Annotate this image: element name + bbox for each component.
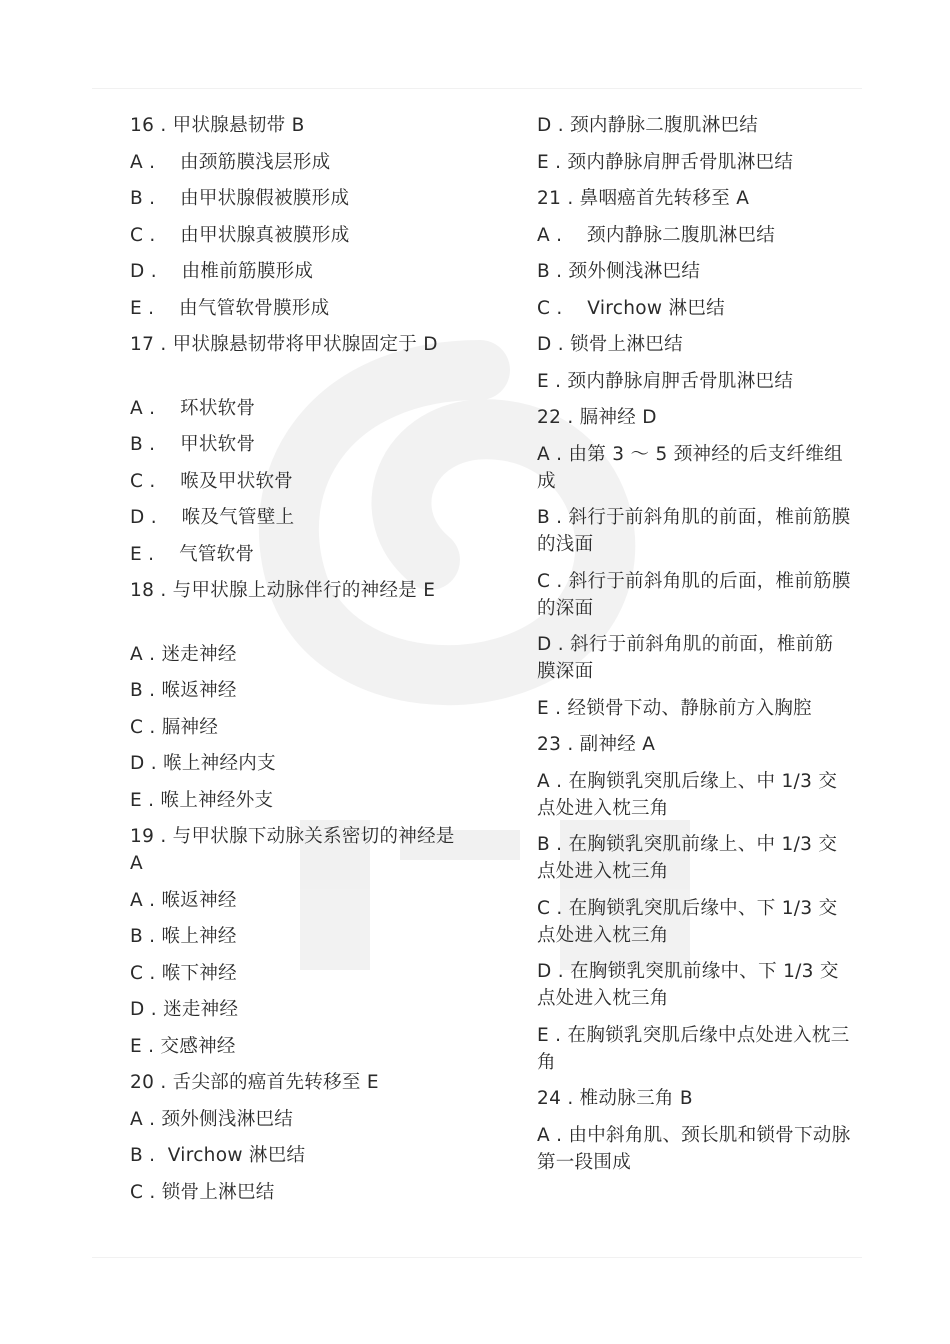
answer-option: B . 颈外侧浅淋巴结	[537, 261, 701, 282]
answer-option: E . 喉上神经外支	[130, 789, 274, 811]
answer-option: C . 膈神经	[130, 716, 219, 738]
answer-option: A . 喉返神经	[130, 889, 237, 911]
answer-option: D . 颈内静脉二腹肌淋巴结	[537, 115, 759, 136]
answer-option: A . 迷走神经	[130, 643, 237, 665]
answer-option: C . 喉下神经	[130, 962, 237, 984]
answer-option: B . 喉返神经	[130, 680, 237, 701]
answer-option: E . 经锁骨下动、静脉前方入胸腔	[537, 697, 812, 719]
answer-option: A . 颈内静脉二腹肌淋巴结	[537, 224, 776, 246]
answer-option: E . 由气管软骨膜形成	[130, 297, 330, 319]
answer-option: C . 喉及甲状软骨	[130, 470, 294, 492]
answer-option: C . 锁骨上淋巴结	[130, 1181, 275, 1203]
answer-option: B . Virchow 淋巴结	[130, 1145, 306, 1166]
answer-option: D . 喉上神经内支	[130, 753, 276, 774]
question-stem: 19 . 与甲状腺下动脉关系密切的神经是 A	[130, 826, 461, 874]
answer-option: A . 由颈筋膜浅层形成	[130, 151, 331, 173]
answer-option: E . 在胸锁乳突肌后缘中点处进入枕三角	[537, 1024, 850, 1073]
question-stem: 24 . 椎动脉三角 B	[537, 1088, 693, 1109]
answer-option: D . 斜行于前斜角肌的前面，椎前筋膜深面	[537, 634, 834, 682]
answer-option: B . 在胸锁乳突肌前缘上、中 1/3 交点处进入枕三角	[537, 834, 838, 882]
question-stem: 17 . 甲状腺悬韧带将甲状腺固定于 D	[130, 334, 438, 355]
answer-option: B . 喉上神经	[130, 926, 237, 947]
answer-option: A . 环状软骨	[130, 397, 256, 419]
answer-option: D . 锁骨上淋巴结	[537, 334, 683, 355]
answer-option: E . 颈内静脉肩胛舌骨肌淋巴结	[537, 370, 794, 392]
answer-option: D . 迷走神经	[130, 999, 239, 1020]
bottom-divider	[92, 1257, 862, 1258]
answer-option: A . 由第 3 ～ 5 颈神经的后支纤维组成	[537, 443, 843, 492]
answer-option: C . 在胸锁乳突肌后缘中、下 1/3 交点处进入枕三角	[537, 897, 838, 946]
answer-option: B . 甲状软骨	[130, 434, 256, 455]
question-stem: 23 . 副神经 A	[537, 734, 656, 755]
answer-option: E . 气管软骨	[130, 543, 255, 565]
answer-option: D . 喉及气管壁上	[130, 507, 295, 528]
question-stem: 18 . 与甲状腺上动脉伴行的神经是 E	[130, 580, 436, 601]
answer-option: E . 颈内静脉肩胛舌骨肌淋巴结	[537, 151, 794, 173]
top-divider	[92, 88, 862, 89]
answer-option: D . 在胸锁乳突肌前缘中、下 1/3 交点处进入枕三角	[537, 961, 839, 1009]
answer-option: E . 交感神经	[130, 1035, 236, 1057]
answer-option: C . 斜行于前斜角肌的后面，椎前筋膜的深面	[537, 570, 851, 619]
question-stem: 21 . 鼻咽癌首先转移至 A	[537, 188, 750, 209]
answer-option: C . Virchow 淋巴结	[537, 297, 725, 319]
answer-option: A . 由中斜角肌、颈长肌和锁骨下动脉第一段围成	[537, 1124, 851, 1173]
question-stem: 16 . 甲状腺悬韧带 B	[130, 115, 305, 136]
answer-option: D . 由椎前筋膜形成	[130, 261, 314, 282]
answer-option: A . 在胸锁乳突肌后缘上、中 1/3 交点处进入枕三角	[537, 770, 838, 819]
question-stem: 20 . 舌尖部的癌首先转移至 E	[130, 1072, 379, 1093]
answer-option: A . 颈外侧浅淋巴结	[130, 1108, 294, 1130]
answer-option: C . 由甲状腺真被膜形成	[130, 224, 350, 246]
answer-option: B . 斜行于前斜角肌的前面，椎前筋膜的浅面	[537, 507, 851, 555]
question-stem: 22 . 膈神经 D	[537, 407, 657, 428]
answer-option: B . 由甲状腺假被膜形成	[130, 188, 350, 209]
left-column	[130, 112, 460, 1215]
right-column	[537, 112, 852, 1185]
